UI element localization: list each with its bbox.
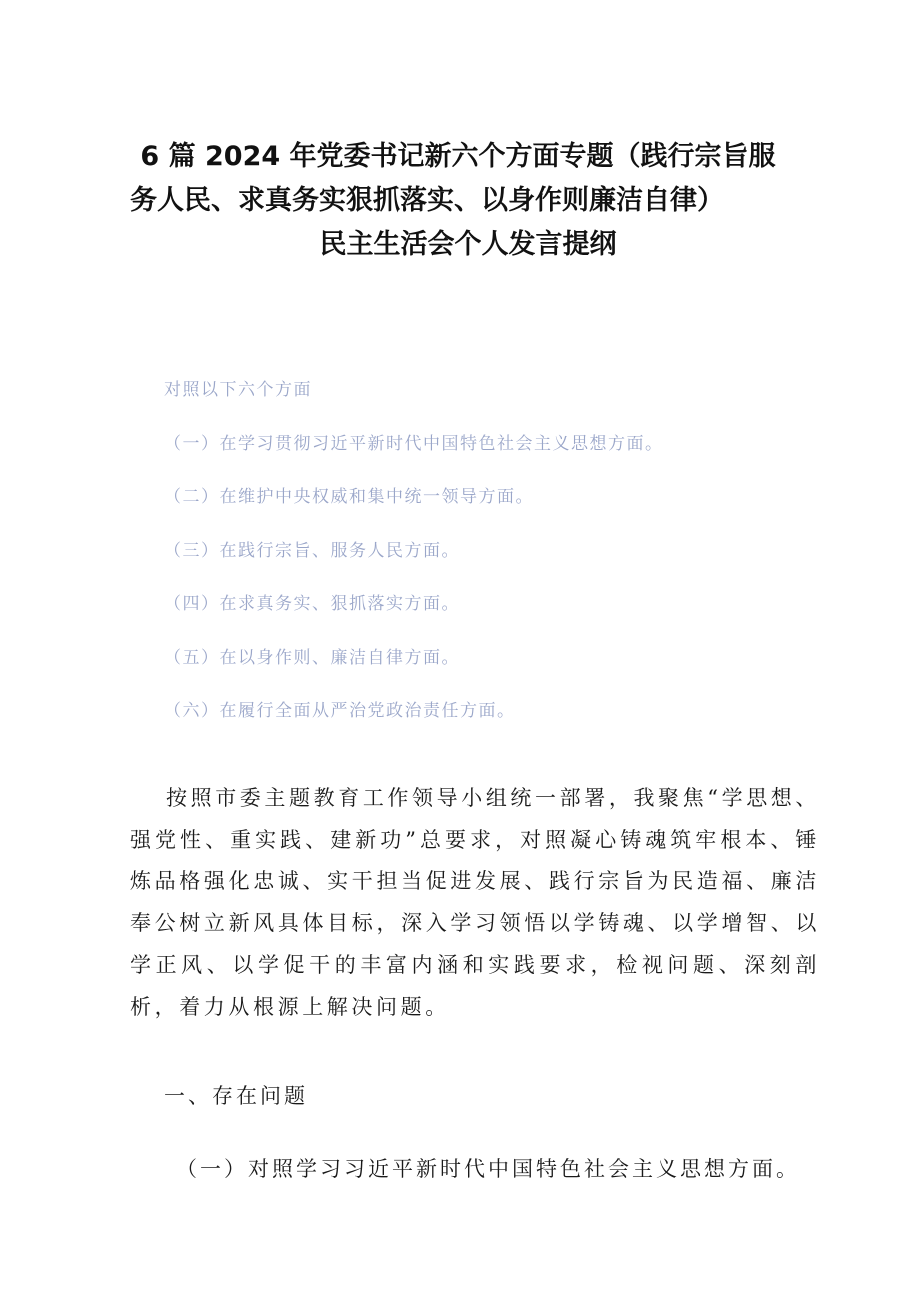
section-heading: 一、存在问题	[164, 1084, 308, 1108]
title-line-1: 6 篇 2024 年党委书记新六个方面专题（践行宗旨服	[140, 141, 776, 172]
outline-section	[164, 376, 664, 721]
outline-list	[164, 430, 664, 750]
outline-item: （三）在践行宗旨、服务人民方面。	[164, 540, 460, 561]
title-line-2: 务人民、求真务实狠抓落实、以身作则廉洁自律）	[130, 185, 724, 216]
outline-intro: 对照以下六个方面	[164, 380, 312, 400]
title-line-3: 民主生活会个人发言提纲	[319, 229, 617, 260]
outline-item: （五）在以身作则、廉洁自律方面。	[164, 647, 460, 668]
subsection-heading: （一）对照学习习近平新时代中国特色社会主义思想方面。	[176, 1157, 800, 1181]
outline-item: （一）在学习贯彻习近平新时代中国特色社会主义思想方面。	[164, 434, 664, 454]
outline-item: （六）在履行全面从严治党政治责任方面。	[164, 700, 516, 721]
body-paragraph: 按照市委主题教育工作领导小组统一部署，我聚焦“学思想、强党性、重实践、建新功”总要求，对照凝心铸魂筑牢根本、锤炼品格强化忠诚、实干担当促进发展、践行宗旨为民造福、廉洁奉公树立新风具体目标，深入学习领悟以学铸魂、以学增智、以学正风、以学促干的丰富内涵和实践要求，检视问题、深刻剖析，着力从根源上解决问题。	[130, 786, 820, 1019]
document-title	[80, 135, 840, 267]
outline-item: （二）在维护中央权威和集中统一领导方面。	[164, 487, 534, 508]
outline-item: （四）在求真务实、狠抓落实方面。	[164, 594, 460, 615]
